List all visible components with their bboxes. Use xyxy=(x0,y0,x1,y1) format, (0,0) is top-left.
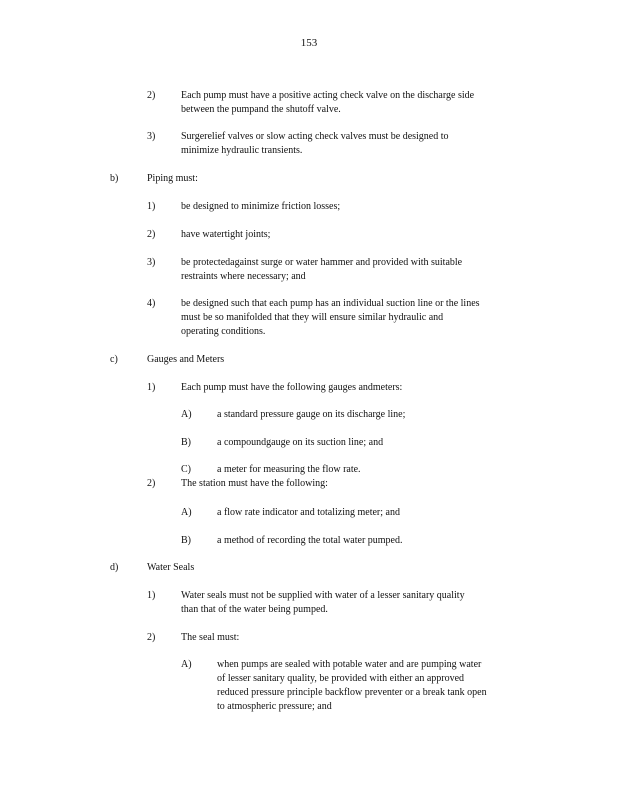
section-label: d) xyxy=(110,562,119,573)
item-label: 4) xyxy=(147,298,156,309)
item-text xyxy=(181,228,541,242)
subitem-label: C) xyxy=(181,464,191,475)
section-label: c) xyxy=(110,354,118,365)
subitem-label: A) xyxy=(181,409,192,420)
text-line: between the pumpand the shutoff valve. xyxy=(181,104,341,115)
text-line: a flow rate indicator and totalizing meter; and xyxy=(217,507,400,518)
text-line: Water seals must not be supplied with water of a lesser sanitary quality xyxy=(181,590,465,601)
subitem-label: A) xyxy=(181,659,192,670)
subitem-label: A) xyxy=(181,507,192,518)
text-line: The station must have the following: xyxy=(181,478,328,489)
text-line: to atmospheric pressure; and xyxy=(217,701,332,712)
section-heading: Water Seals xyxy=(147,562,195,573)
section-heading: Gauges and Meters xyxy=(147,354,225,365)
item-label: 3) xyxy=(147,131,156,142)
subitem-text xyxy=(217,408,577,422)
text-line: be protectedagainst surge or water hammer and provided with suitable xyxy=(181,257,463,268)
item-text xyxy=(181,631,541,645)
text-line: Surgerelief valves or slow acting check valves must be designed to xyxy=(181,131,449,142)
item-text xyxy=(181,256,541,284)
text-line: operating conditions. xyxy=(181,326,266,337)
item-label: 3) xyxy=(147,257,156,268)
subitem-text xyxy=(217,463,577,477)
item-label: 2) xyxy=(147,632,156,643)
subitem-text xyxy=(217,436,577,450)
text-line: of lesser sanitary quality, be provided with either an approved xyxy=(217,673,465,684)
item-text xyxy=(181,89,541,117)
item-label: 2) xyxy=(147,90,156,101)
text-line: restraints where necessary; and xyxy=(181,271,306,282)
text-line: have watertight joints; xyxy=(181,229,271,240)
text-line: reduced pressure principle backflow preventer or a break tank open xyxy=(217,687,487,698)
subitem-text xyxy=(217,658,577,714)
item-text xyxy=(181,381,541,395)
section-heading: Piping must: xyxy=(147,173,198,184)
text-line: must be so manifolded that they will ensure similar hydraulic and xyxy=(181,312,444,323)
text-line: a meter for measuring the flow rate. xyxy=(217,464,361,475)
section-label: b) xyxy=(110,173,119,184)
text-line: a method of recording the total water pumped. xyxy=(217,535,403,546)
text-line: when pumps are sealed with potable water and are pumping water xyxy=(217,659,482,670)
item-label: 1) xyxy=(147,590,156,601)
subitem-text xyxy=(217,534,577,548)
item-text xyxy=(181,477,541,491)
text-line: than that of the water being pumped. xyxy=(181,604,328,615)
text-line: The seal must: xyxy=(181,632,240,643)
item-text xyxy=(181,200,541,214)
text-line: be designed such that each pump has an individual suction line or the lines xyxy=(181,298,480,309)
item-label: 2) xyxy=(147,478,156,489)
item-label: 1) xyxy=(147,201,156,212)
item-label: 2) xyxy=(147,229,156,240)
page-number: 153 xyxy=(300,37,318,49)
text-line: be designed to minimize friction losses; xyxy=(181,201,341,212)
text-line: a compoundgauge on its suction line; and xyxy=(217,437,384,448)
item-label: 1) xyxy=(147,382,156,393)
text-line: Each pump must have the following gauges andmeters: xyxy=(181,382,403,393)
text-line: Each pump must have a positive acting check valve on the discharge side xyxy=(181,90,475,101)
subitem-text xyxy=(217,506,577,520)
item-text xyxy=(181,589,541,617)
subitem-label: B) xyxy=(181,535,191,546)
item-text xyxy=(181,297,541,339)
item-text xyxy=(181,130,541,158)
text-line: minimize hydraulic transients. xyxy=(181,145,303,156)
subitem-label: B) xyxy=(181,437,191,448)
text-line: a standard pressure gauge on its discharge line; xyxy=(217,409,406,420)
